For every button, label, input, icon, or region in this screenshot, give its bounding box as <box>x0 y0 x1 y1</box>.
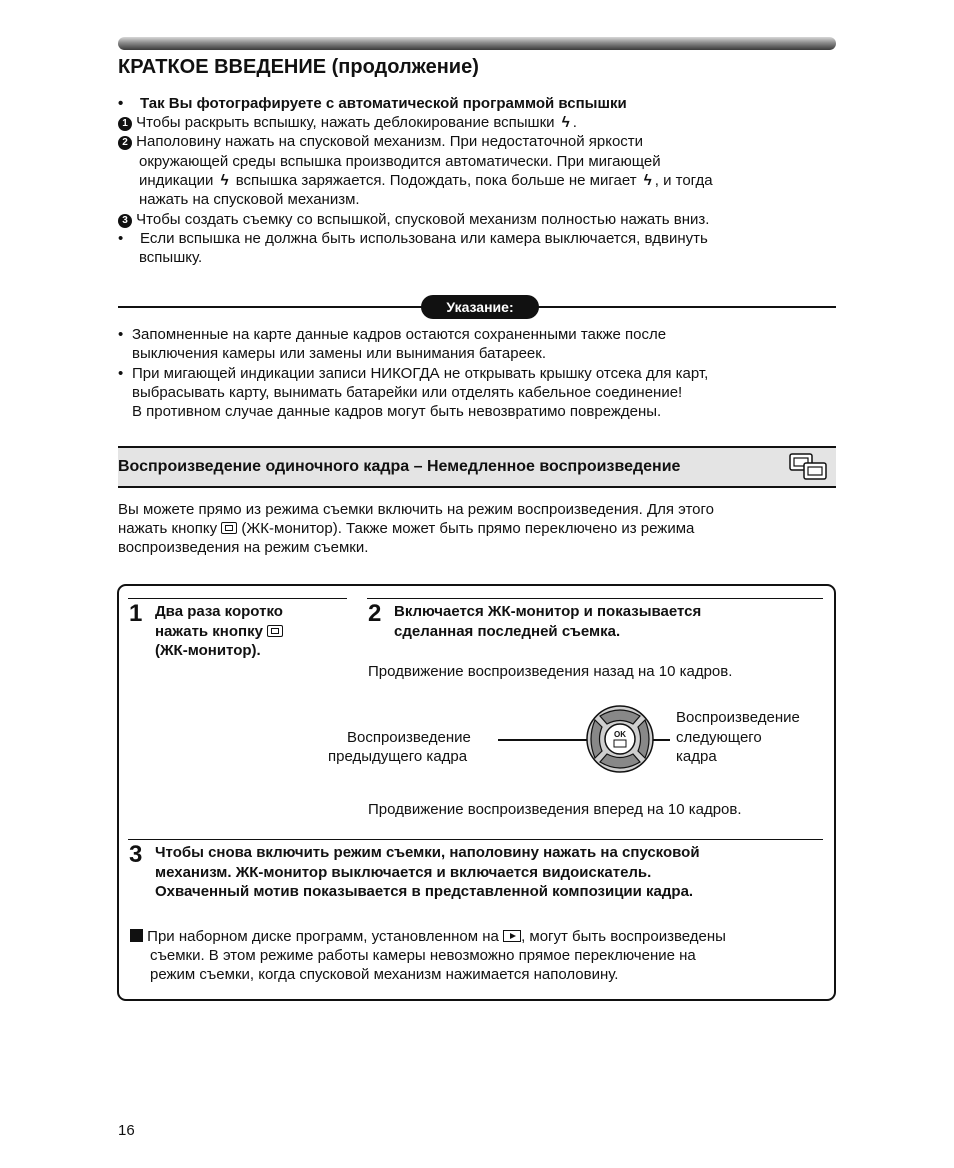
lcd-monitor-icon <box>267 625 283 637</box>
right-button-label-line1: Воспроизведение <box>676 709 800 726</box>
flash-step-2-line3b: вспышка заряжается. Подождать, пока больше не мигает <box>235 172 637 189</box>
section-heading: Воспроизведение одиночного кадра – Немедленное воспроизведение <box>118 458 681 475</box>
up-button-label: Продвижение воспроизведения назад на 10 кадров. <box>368 663 733 680</box>
section-para-line2b: (ЖК-монитор). Также может быть прямо переключено из режима <box>241 520 695 537</box>
box-note-line2: съемки. В этом режиме работы камеры невозможно прямое переключение на <box>150 947 696 964</box>
bullet-icon: • <box>118 95 124 112</box>
page-title: КРАТКОЕ ВВЕДЕНИЕ (продолжение) <box>118 56 479 78</box>
step-3-line3: Охваченный мотив показывается в представленной композиции кадра. <box>155 883 694 900</box>
note-bullet-2-line2: выбрасывать карту, вынимать батарейки или отделять кабельное соединение! <box>132 384 683 401</box>
down-button-label: Продвижение воспроизведения вперед на 10 кадров. <box>368 801 742 818</box>
step-number-1-icon: 1 <box>118 117 132 131</box>
step-1-rule <box>128 598 347 599</box>
step-3-rule <box>128 839 823 840</box>
box-note-line1b: , могут быть воспроизведены <box>521 928 726 945</box>
flash-step-2-line2: окружающей среды вспышка производится автоматически. При мигающей <box>139 153 661 170</box>
flash-step-3-text: Чтобы создать съемку со вспышкой, спусковой механизм полностью нажать вниз. <box>136 211 710 228</box>
note-bullet-2 <box>118 364 708 384</box>
flash-step-2-line3 <box>139 171 713 191</box>
step-2-line1: Включается ЖК-монитор и показывается <box>394 603 702 620</box>
note-bullet-1-line1: Запомненные на карте данные кадров остаются сохраненными также после <box>132 326 667 343</box>
arrow-pad-icon <box>585 700 655 778</box>
flash-step-2-line3a: индикации <box>139 172 214 189</box>
step-2-rule <box>367 598 823 599</box>
flash-icon: ϟ <box>220 172 229 189</box>
page-number: 16 <box>118 1122 135 1139</box>
flash-step-2-line3c: , и тогда <box>654 172 713 189</box>
header-bar <box>118 37 836 50</box>
box-note-line3: режим съемки, когда спусковой механизм нажимается наполовину. <box>150 966 619 983</box>
bullet-icon: • <box>118 365 124 382</box>
step-1-number: 1 <box>129 600 143 627</box>
flash-step-1-text: Чтобы раскрыть вспышку, нажать деблокирование вспышки <box>136 114 555 131</box>
flash-step-1 <box>118 113 577 133</box>
step-1-line3: (ЖК-монитор). <box>155 642 261 659</box>
section-para-line3: воспроизведения на режим съемки. <box>118 539 369 556</box>
flash-heading-row <box>118 94 627 114</box>
step-3-line2: механизм. ЖК-монитор выключается и включается видоискатель. <box>155 864 652 881</box>
step-1-line2-text: нажать кнопку <box>155 623 263 640</box>
playback-mode-icon <box>503 930 521 942</box>
flash-step-1-end: . <box>572 114 577 131</box>
step-2-number: 2 <box>368 600 382 627</box>
step-1-line2 <box>155 622 283 642</box>
flash-bullet-line1: Если вспышка не должна быть использована или камера выключается, вдвинуть <box>140 230 708 247</box>
flash-icon: ϟ <box>643 172 652 189</box>
step-3-line1: Чтобы снова включить режим съемки, наполовину нажать на спусковой <box>155 844 700 861</box>
flash-bullet <box>118 229 708 249</box>
flash-step-2 <box>118 132 643 152</box>
section-para-line2 <box>118 519 694 539</box>
step-1-line1: Два раза коротко <box>155 603 283 620</box>
bullet-icon: • <box>118 326 124 343</box>
section-para-line2a: нажать кнопку <box>118 520 218 537</box>
quick-view-icon <box>788 452 830 482</box>
lcd-monitor-icon <box>221 522 237 534</box>
left-button-label-line2: предыдущего кадра <box>328 748 468 765</box>
ok-label: OK <box>614 730 626 739</box>
flash-heading: Так Вы фотографируете с автоматической программой вспышки <box>140 95 627 112</box>
flash-step-3 <box>118 210 709 230</box>
flash-step-2-line4: нажать на спусковой механизм. <box>139 191 360 208</box>
flash-step-2-line1: Наполовину нажать на спусковой механизм. При недостаточной яркости <box>136 133 644 150</box>
step-number-3-icon: 3 <box>118 214 132 228</box>
step-number-2-icon: 2 <box>118 136 132 150</box>
right-button-label-line3: кадра <box>676 748 717 765</box>
note-bullet-1 <box>118 325 666 345</box>
left-leader-line <box>498 739 590 741</box>
box-note-line1a: При наборном диске программ, установленном на <box>147 928 499 945</box>
left-button-label-line1: Воспроизведение <box>347 729 471 746</box>
note-bullet-2-line3: В противном случае данные кадров могут быть невозвратимо повреждены. <box>132 403 662 420</box>
section-para-line1: Вы можете прямо из режима съемки включить на режим воспроизведения. Для этого <box>118 501 714 518</box>
note-bullet-1-line2: выключения камеры или замены или вынимания батареек. <box>132 345 546 362</box>
box-note-line1 <box>130 927 726 947</box>
note-label: Указание: <box>421 295 539 319</box>
step-2-line2: сделанная последней съемка. <box>394 623 621 640</box>
note-bullet-2-line1: При мигающей индикации записи НИКОГДА не открывать крышку отсека для карт, <box>132 365 709 382</box>
square-bullet-icon <box>130 929 143 942</box>
bullet-icon: • <box>118 230 124 247</box>
flash-icon: ϟ <box>561 114 570 131</box>
step-3-number: 3 <box>129 841 143 868</box>
flash-bullet-line2: вспышку. <box>139 249 203 266</box>
right-button-label-line2: следующего <box>676 729 762 746</box>
